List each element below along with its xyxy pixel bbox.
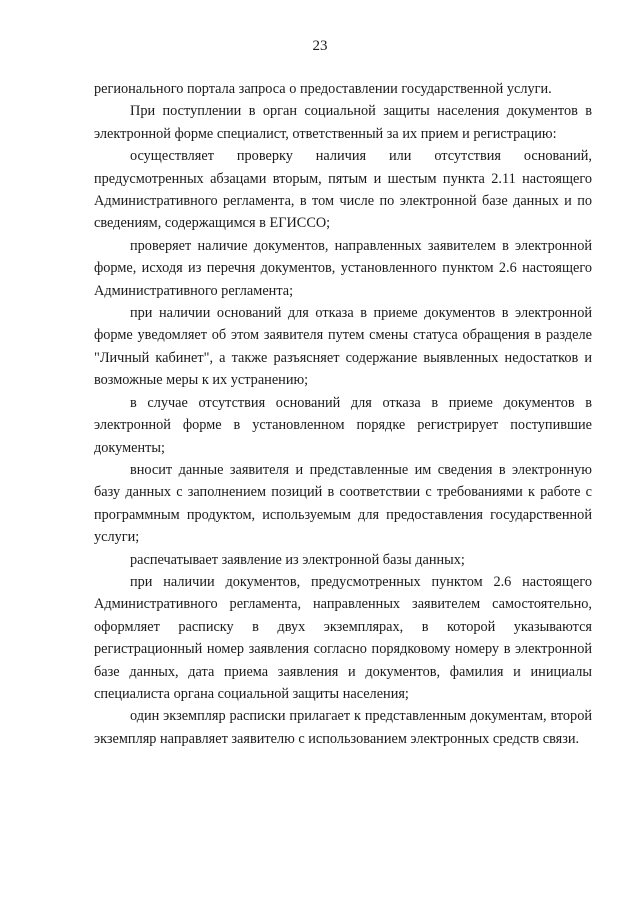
- paragraph-refusal-notice: при наличии оснований для отказа в приеме документов в электронной форме уведомляет об этом заявителя путем смены статуса обращения в разделе "Личный кабинет", а также разъясняет содержание выявленных недостатков и возможные меры к их устранению;: [94, 305, 592, 389]
- paragraph-receipt-copies: один экземпляр расписки прилагает к представленным документам, второй экземпляр направляет заявителю с использованием электронных средств связи.: [94, 708, 592, 747]
- paragraph-print: распечатывает заявление из электронной базы данных;: [130, 551, 465, 568]
- paragraph-continuation: регионального портала запроса о предоставлении государственной услуги.: [94, 81, 552, 97]
- paragraph-data-entry: вносит данные заявителя и представленные им сведения в электронную базу данных с заполнением позиций в соответствии с требованиями к работе с программным продуктом, используемым для предоставления государственной услуги;: [94, 461, 592, 546]
- paragraph-receipt: при наличии документов, предусмотренных пунктом 2.6 настоящего Административного регламента, направленных заявителем самостоятельно, оформляет расписку в двух экземплярах, в которой указываются регистрационный номер заявления согласно порядковому номеру в электронной базе данных, дата приема заявления и документов, фамилия и инициалы специалиста органа социальной защиты населения;: [94, 573, 592, 702]
- paragraph-registration: в случае отсутствия оснований для отказа в приеме документов в электронной форме в установленном порядке регистрирует поступившие документы;: [94, 394, 592, 456]
- document-body: [94, 78, 592, 750]
- paragraph-intro: При поступлении в орган социальной защиты населения документов в электронной форме специалист, ответственный за их прием и регистрацию:: [94, 103, 592, 142]
- paragraph-check-grounds: осуществляет проверку наличия или отсутствия оснований, предусмотренных абзацами вторым, пятым и шестым пункта 2.11 настоящего Административного регламента, в том числе по электронной базе данных и по сведениям, содержащимся в ЕГИССО;: [94, 148, 592, 232]
- paragraph-check-documents: проверяет наличие документов, направленных заявителем в электронной форме, исходя из перечня документов, установленного пунктом 2.6 настоящего Административного регламента;: [94, 237, 592, 299]
- page-number: 23: [312, 38, 328, 54]
